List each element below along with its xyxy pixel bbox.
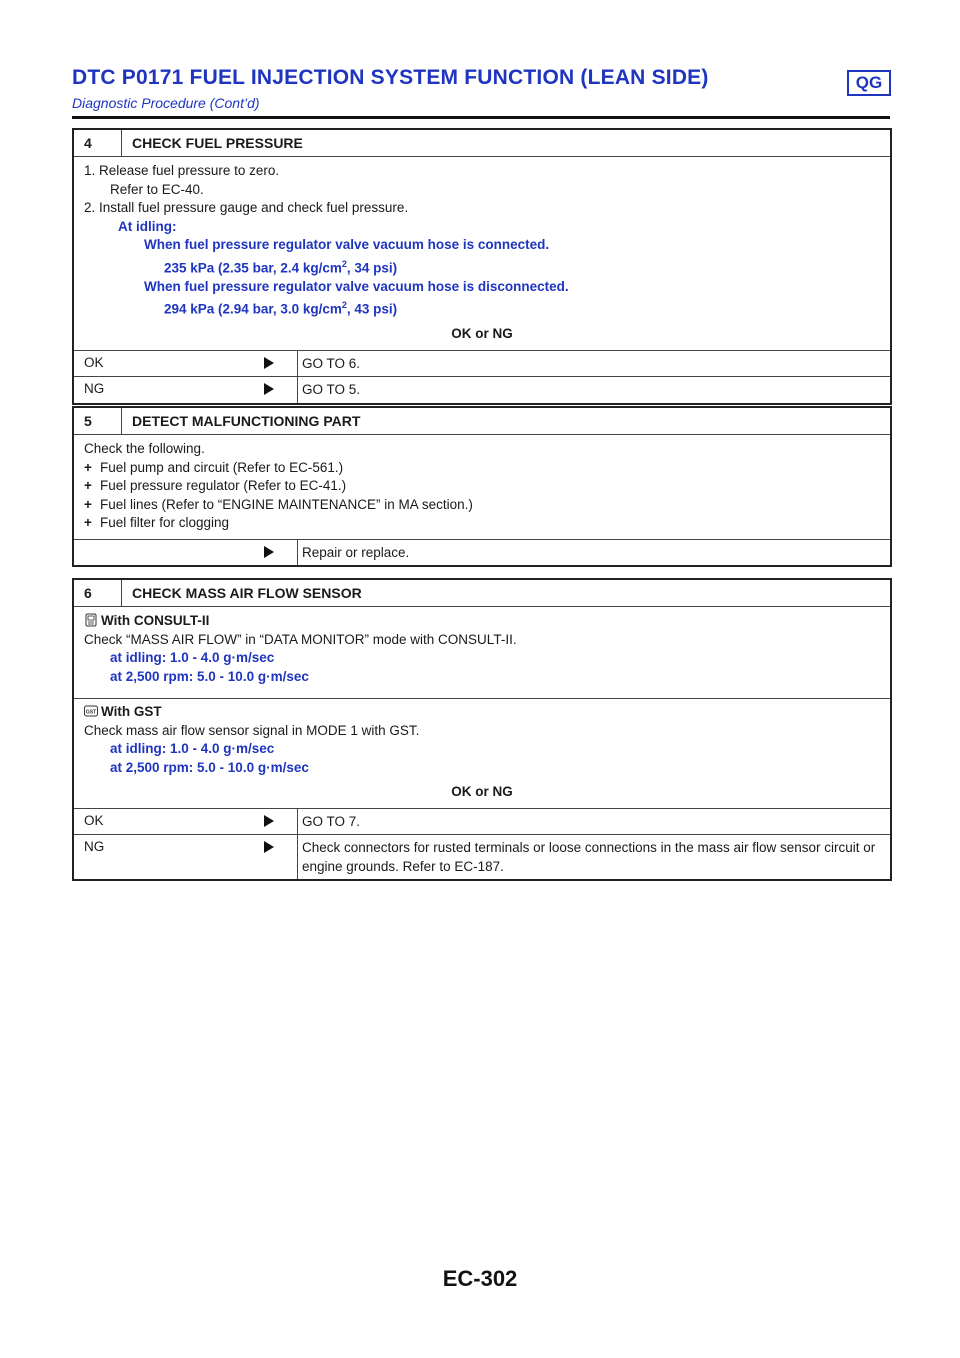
instruction: Check mass air flow sensor signal in MODE 1 with GST. — [84, 722, 420, 738]
step-6-box — [72, 578, 892, 881]
spec-condition: When fuel pressure regulator valve vacuum hose is connected. — [144, 237, 550, 252]
spec-value: 235 kPa (2.35 bar, 2.4 $kg/cm^2$, 34 psi) — [164, 258, 398, 275]
step-5-box — [72, 406, 892, 567]
engine-badge: QG — [847, 70, 891, 96]
list-item: + Fuel filter for clogging — [84, 515, 230, 530]
instruction: 1. Release fuel pressure to zero. — [84, 163, 280, 178]
spec-value: at idling: 1.0 - 4.0 g·m/sec — [110, 741, 275, 756]
instruction: Check “MASS AIR FLOW” in “DATA MONITOR” mode with CONSULT-II. — [84, 631, 517, 647]
result-action: Check connectors for rusted terminals or loose connections in the mass air flow sensor circuit or engine grounds. Refer to EC-187. — [297, 835, 890, 879]
result-action: GO TO 5. — [297, 377, 890, 403]
arrow-icon — [264, 841, 274, 853]
consult-icon — [84, 613, 98, 627]
result-action: Repair or replace. — [297, 540, 890, 566]
gst-icon — [84, 704, 98, 718]
step-6-body — [74, 607, 890, 808]
arrow-icon — [264, 815, 274, 827]
list-item: + Fuel pump and circuit (Refer to EC-561.) — [84, 459, 344, 475]
step-number: 6 — [74, 580, 122, 606]
spec-value: at idling: 1.0 - 4.0 g·m/sec — [110, 650, 275, 665]
step-title: DETECT MALFUNCTIONING PART — [132, 413, 361, 429]
step-4-header — [74, 130, 890, 157]
page-subtitle: Diagnostic Procedure (Cont’d) — [72, 95, 260, 111]
spec-label: At idling: — [118, 218, 177, 234]
header-rule — [72, 116, 890, 119]
list-item: + Fuel lines (Refer to “ENGINE MAINTENANCE” in MA section.) — [84, 496, 473, 512]
result-action: GO TO 6. — [297, 351, 890, 377]
gst-section-heading: GST With GST — [85, 704, 162, 719]
result-label: OK — [84, 354, 104, 370]
result-label: NG — [84, 839, 105, 854]
result-label: NG — [84, 381, 105, 396]
step-number: 5 — [74, 408, 122, 434]
ok-or-ng: OK or NG — [451, 784, 513, 799]
step-6-header — [74, 580, 890, 607]
spec-value: at 2,500 rpm: 5.0 - 10.0 g·m/sec — [110, 759, 309, 775]
ok-or-ng: OK or NG — [451, 326, 513, 341]
spec-condition: When fuel pressure regulator valve vacuum hose is disconnected. — [144, 278, 569, 294]
result-row — [74, 834, 890, 879]
step-title: CHECK MASS AIR FLOW SENSOR — [132, 585, 362, 601]
step-5-header — [74, 408, 890, 435]
spec-value: at 2,500 rpm: 5.0 - 10.0 g·m/sec — [110, 668, 309, 684]
step-number: 4 — [74, 130, 122, 156]
arrow-icon — [264, 546, 274, 558]
page-number: EC-302 — [442, 1266, 518, 1291]
result-label: OK — [84, 812, 104, 828]
step-4-box — [72, 128, 892, 405]
instruction: Refer to EC-40. — [110, 181, 204, 197]
page-title: DTC P0171 FUEL INJECTION SYSTEM FUNCTION (LEAN SIDE) — [72, 66, 709, 89]
list-item: + Fuel pressure regulator (Refer to EC-41.) — [84, 478, 347, 493]
result-row — [74, 808, 890, 835]
result-action: GO TO 7. — [297, 809, 890, 835]
arrow-icon — [264, 357, 274, 369]
svg-text:GST: GST — [85, 709, 97, 716]
result-row — [74, 539, 890, 566]
step-title: CHECK FUEL PRESSURE — [132, 135, 303, 151]
spec-value: 294 kPa (2.94 bar, 3.0 $kg/cm^2$, 43 psi) — [164, 300, 398, 317]
result-row — [74, 376, 890, 403]
arrow-icon — [264, 383, 274, 395]
step-5-body — [74, 435, 890, 539]
instruction: Check the following. — [84, 441, 205, 456]
result-row — [74, 350, 890, 377]
instruction: 2. Install fuel pressure gauge and check fuel pressure. — [84, 200, 409, 215]
consult-section-heading: With CONSULT-II — [84, 612, 880, 631]
step-4-body — [74, 157, 890, 350]
